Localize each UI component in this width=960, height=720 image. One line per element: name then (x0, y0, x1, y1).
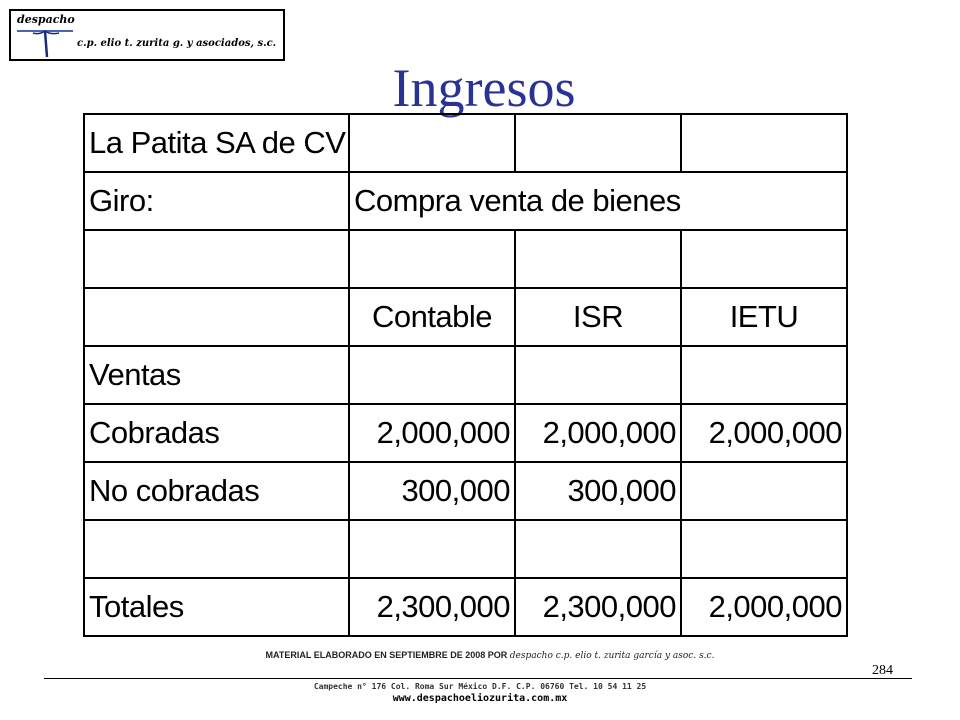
company-name-cell: La Patita SA de CV (84, 114, 349, 172)
column-header-contable: Contable (349, 288, 515, 346)
logo-subtitle: c.p. elio t. zurita g. y asociados, s.c. (77, 38, 277, 49)
page-number: 284 (872, 663, 893, 678)
empty-cell (84, 288, 349, 346)
row-label-no-cobradas: No cobradas (84, 462, 349, 520)
total-cell: 2,300,000 (515, 578, 681, 636)
column-header-ietu: IETU (681, 288, 847, 346)
footer-note-author: despacho c.p. elio t. zurita garcía y asoc. s.c. (509, 651, 715, 661)
row-label-cobradas: Cobradas (84, 404, 349, 462)
column-header-isr: ISR (515, 288, 681, 346)
empty-cell (349, 114, 515, 172)
row-label-ventas: Ventas (84, 346, 349, 404)
table-row (84, 520, 847, 578)
logo-wordmark: despacho (17, 13, 75, 26)
empty-cell (515, 346, 681, 404)
empty-cell (681, 462, 847, 520)
footer-website: www.despachoeliozurita.com.mx (392, 693, 568, 704)
total-cell: 2,000,000 (681, 578, 847, 636)
row-label-totales: Totales (84, 578, 349, 636)
giro-value-cell: Compra venta de bienes (349, 172, 847, 230)
value-cell: 2,000,000 (349, 404, 515, 462)
empty-cell (681, 520, 847, 578)
income-table (83, 113, 848, 637)
empty-cell (681, 346, 847, 404)
value-cell: 2,000,000 (681, 404, 847, 462)
footer-address: Campeche n° 176 Col. Roma Sur México D.F. C.P. 06760 Tel. 10 54 11 25 (313, 682, 647, 691)
empty-cell (84, 520, 349, 578)
table-row (84, 578, 847, 636)
table-row (84, 230, 847, 288)
empty-cell (349, 346, 515, 404)
footer-note (0, 650, 960, 661)
empty-cell (515, 520, 681, 578)
empty-cell (681, 114, 847, 172)
footer-note-prefix: MATERIAL ELABORADO EN SEPTIEMBRE DE 2008 POR (265, 650, 508, 660)
empty-cell (515, 230, 681, 288)
giro-label-cell: Giro: (84, 172, 349, 230)
table-row (84, 288, 847, 346)
company-logo (9, 9, 285, 61)
table-row (84, 114, 847, 172)
table-row (84, 462, 847, 520)
table-row (84, 404, 847, 462)
empty-cell (84, 230, 349, 288)
empty-cell (349, 520, 515, 578)
page-title: Ingresos (392, 58, 576, 118)
empty-cell (515, 114, 681, 172)
total-cell: 2,300,000 (349, 578, 515, 636)
empty-cell (349, 230, 515, 288)
value-cell: 2,000,000 (515, 404, 681, 462)
value-cell: 300,000 (349, 462, 515, 520)
table-row (84, 172, 847, 230)
footer-divider (44, 678, 912, 679)
logo-emblem-icon (15, 25, 75, 59)
table-row (84, 346, 847, 404)
value-cell: 300,000 (515, 462, 681, 520)
empty-cell (681, 230, 847, 288)
